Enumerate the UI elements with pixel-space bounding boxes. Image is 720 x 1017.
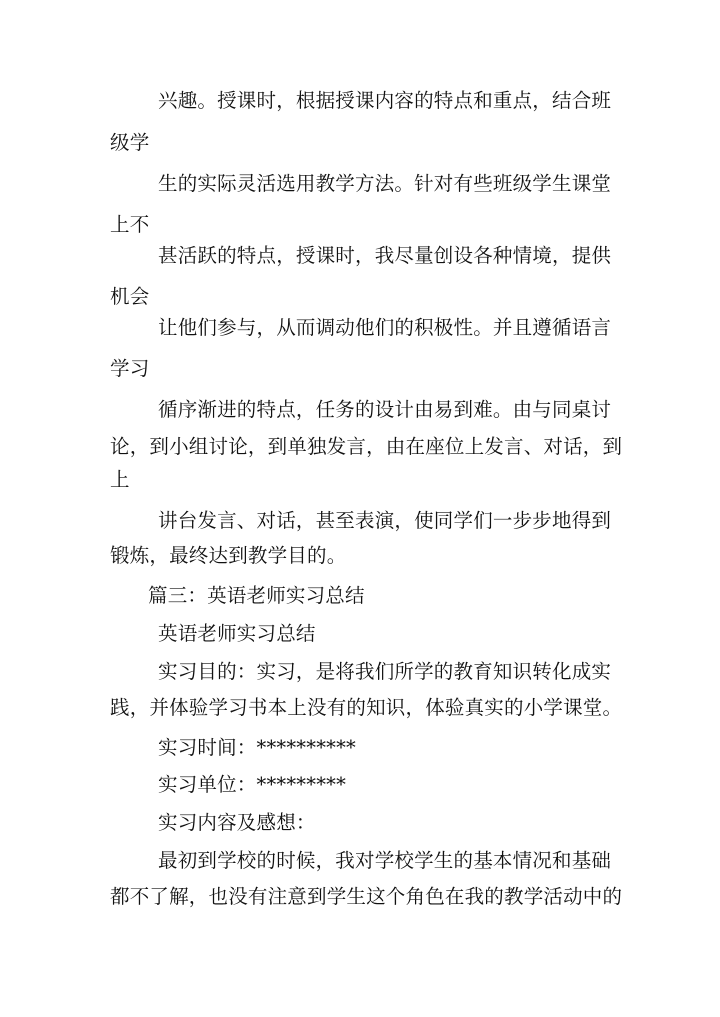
body-text-line: 都不了解，也没有注意到学生这个角色在我的教学活动中的 [110,885,623,908]
body-text-line: 机会 [110,285,150,308]
body-text-line: 论，到小组讨论，到单独发言，由在座位上发言、对话，到 [110,435,623,458]
body-text-line: 循序渐进的特点，任务的设计由易到难。由与同桌讨 [158,398,612,421]
body-text-line: 生的实际灵活选用教学方法。针对有些班级学生课堂 [158,172,612,195]
body-text-line: 甚活跃的特点，授课时，我尽量创设各种情境，提供 [158,244,612,267]
article-title: 英语老师实习总结 [158,622,316,645]
body-text-line: 最初到学校的时候，我对学校学生的基本情况和基础 [158,849,612,872]
body-text-line: 实习时间：********** [158,736,357,759]
body-text-line: 上不 [110,213,150,236]
body-text-line: 上 [110,468,130,491]
body-text-line: 学习 [110,357,150,380]
body-text-line: 让他们参与，从而调动他们的积极性。并且遵循语言 [158,316,612,339]
body-text-line: 实习目的：实习，是将我们所学的教育知识转化成实 [158,660,612,683]
section-heading: 篇三：英语老师实习总结 [148,584,365,607]
body-text-line: 锻炼，最终达到教学目的。 [110,544,347,567]
body-text-line: 级学 [110,131,150,154]
body-text-line: 实习单位：********* [158,773,347,796]
body-text-line: 实习内容及感想： [158,811,316,834]
body-text-line: 讲台发言、对话，甚至表演，使同学们一步步地得到 [158,509,612,532]
body-text-line: 践，并体验学习书本上没有的知识，体验真实的小学课堂。 [110,696,623,719]
body-text-line: 兴趣。授课时，根据授课内容的特点和重点，结合班 [158,89,612,112]
